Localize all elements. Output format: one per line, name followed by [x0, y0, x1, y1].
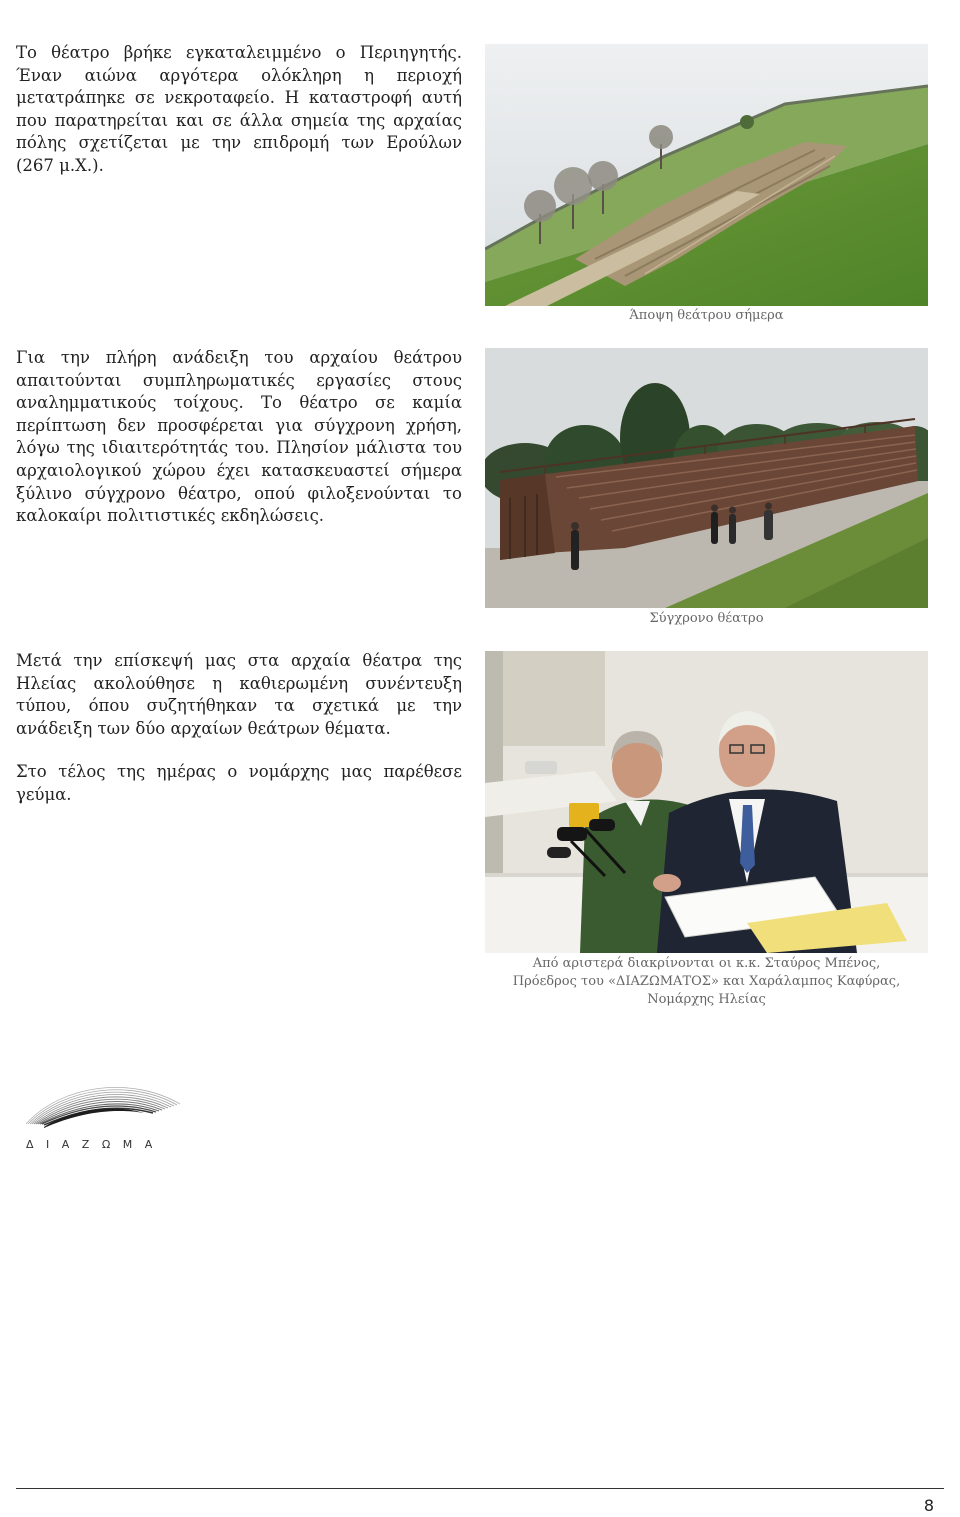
paragraph-meal: Στο τέλος της ημέρας ο νομάρχης μας παρέθεσε γεύμα. [16, 762, 462, 804]
caption-ancient-theatre: Άποψη θεάτρου σήμερα [629, 308, 784, 323]
press-conference-photo [485, 651, 928, 953]
caption-line: Νομάρχης Ηλείας [647, 992, 766, 1007]
caption-line: Πρόεδρος του «ΔΙΑΖΩΜΑΤΟΣ» και Χαράλαμπος Καφύρας, [512, 974, 901, 989]
paragraph-theatre-history: Το θέατρο βρήκε εγκαταλειμμένο ο Περιηγητής. Έναν αιώνα αργότερα ολόκληρη η περιοχή μετατράπηκε σε νεκροταφείο. Η καταστροφή αυτή που παρατηρείται και σε άλλα σημεία της αρχαίας πόλης σχετίζεται με την επιδρομή των Ερούλων (267 μ.Χ.). [16, 43, 462, 175]
page-number: 8 [923, 1496, 934, 1515]
caption-line: Από αριστερά διακρίνονται οι κ.κ. Σταύρος Μπένος, [532, 956, 881, 971]
modern-theatre-photo [485, 348, 928, 608]
paragraph-restoration: Για την πλήρη ανάδειξη του αρχαίου θεάτρου απαιτούνται συμπληρωματικές εργασίες στους αναλημματικούς τοίχους. Το θέατρο σε καμία περίπτωση δεν προσφέρεται για σύγχρονη χρήση, λόγω της ιδιαιτερότητάς του. Πλησίον μάλιστα του αρχαιολογικού χώρου έχει κατασκευαστεί σήμερα ξύλινο σύγχρονο θέατρο, οπού φιλοξενούνται το καλοκαίρι πολιτιστικές εκδηλώσεις. [16, 348, 462, 526]
diazoma-logo-mark [22, 1078, 187, 1132]
closing-text-block [16, 650, 462, 828]
diazoma-logo-text: ΔΙΑΖΩΜΑ [26, 1138, 165, 1151]
caption-press-conference [485, 955, 928, 1009]
ancient-theatre-photo [485, 44, 928, 306]
paragraph-press-conference: Μετά την επίσκεψή μας στα αρχαία θέατρα της Ηλείας ακολούθησε η καθιερωμένη συνέντευξη τύπου, όπου συζητήθηκαν τα σχετικά με την ανάδειξη των δύο αρχαίων θεάτρων θέματα. [16, 651, 462, 738]
footer-rule [16, 1488, 944, 1489]
caption-modern-theatre: Σύγχρονο θέατρο [649, 611, 764, 626]
